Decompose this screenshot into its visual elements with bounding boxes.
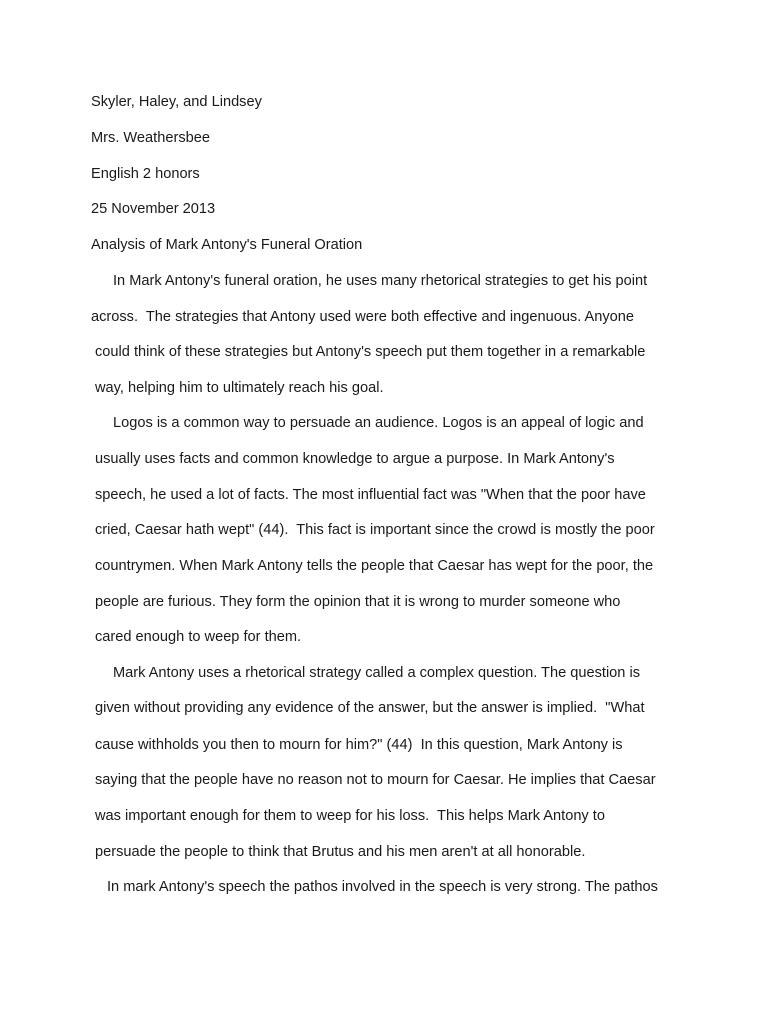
- paragraph-3-line-2: given without providing any evidence of the answer, but the answer is implied. "What: [95, 700, 645, 716]
- document-title: Analysis of Mark Antony's Funeral Oration: [91, 237, 363, 253]
- paragraph-1-line-3: could think of these strategies but Antony's speech put them together in a remarkable: [95, 344, 646, 360]
- paragraph-2-line-7: cared enough to weep for them.: [95, 629, 302, 645]
- paragraph-4-line-1: In mark Antony's speech the pathos involved in the speech is very strong. The pathos: [107, 879, 658, 895]
- paragraph-2-line-1: Logos is a common way to persuade an audience. Logos is an appeal of logic and: [113, 415, 644, 431]
- paragraph-2-line-5: countrymen. When Mark Antony tells the people that Caesar has wept for the poor, the: [95, 558, 654, 574]
- paragraph-2-line-2: usually uses facts and common knowledge to argue a purpose. In Mark Antony's: [95, 451, 615, 467]
- paragraph-1-line-4: way, helping him to ultimately reach his goal.: [95, 380, 384, 396]
- course-line: English 2 honors: [91, 166, 200, 182]
- paragraph-3-line-4: saying that the people have no reason not to mourn for Caesar. He implies that Caesar: [95, 772, 656, 788]
- teacher-line: Mrs. Weathersbee: [91, 130, 210, 146]
- paragraph-1-line-2: across. The strategies that Antony used were both effective and ingenuous. Anyone: [91, 309, 635, 325]
- date-line: 25 November 2013: [91, 201, 216, 217]
- paragraph-2-line-4: cried, Caesar hath wept" (44). This fact is important since the crowd is mostly the poor: [95, 522, 655, 538]
- paragraph-2-line-3: speech, he used a lot of facts. The most influential fact was "When that the poor have: [95, 487, 646, 503]
- paragraph-2-line-6: people are furious. They form the opinion that it is wrong to murder someone who: [95, 594, 621, 610]
- paragraph-1-line-1: In Mark Antony's funeral oration, he uses many rhetorical strategies to get his point: [113, 273, 648, 289]
- paragraph-3-line-6: persuade the people to think that Brutus and his men aren't at all honorable.: [95, 844, 586, 860]
- paragraph-3-line-1: Mark Antony uses a rhetorical strategy called a complex question. The question is: [113, 665, 641, 681]
- paragraph-3-line-3: cause withholds you then to mourn for him?" (44) In this question, Mark Antony is: [95, 737, 623, 753]
- paragraph-3-line-5: was important enough for them to weep for his loss. This helps Mark Antony to: [95, 808, 605, 824]
- authors-line: Skyler, Haley, and Lindsey: [91, 94, 262, 110]
